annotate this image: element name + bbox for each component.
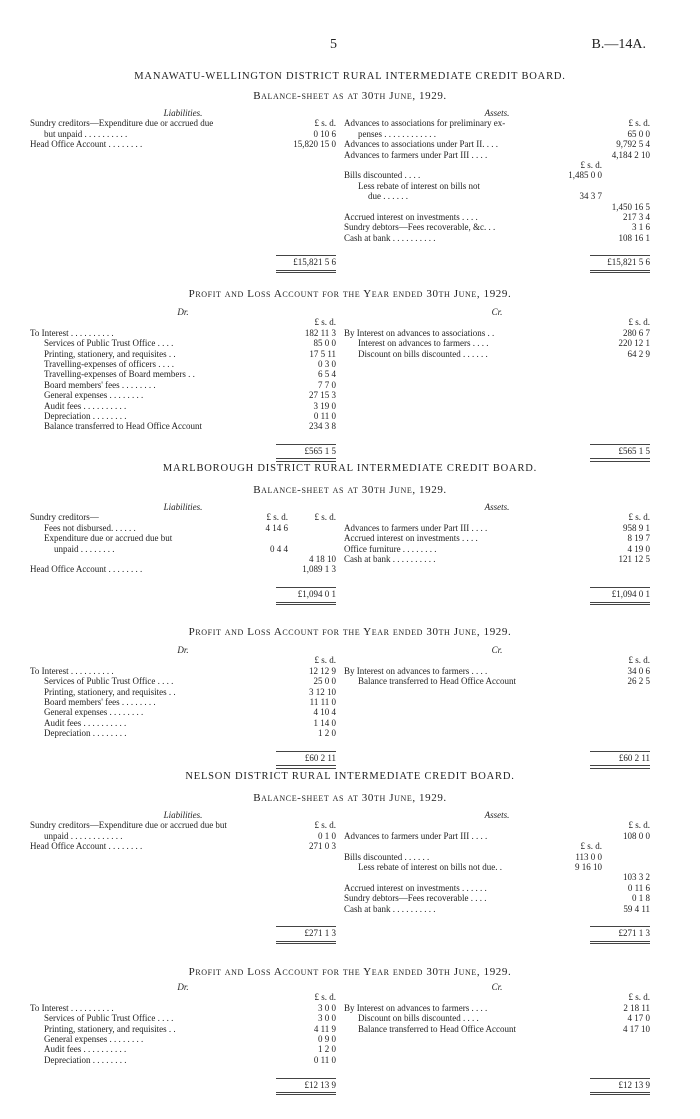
ledger-item-label: Discount on bills discounted . . . . . . [358,348,488,359]
ledger-row [344,992,650,1002]
ledger-item-label: Sundry debtors—Fees recoverable . . . . [344,893,487,904]
ledger-amount: £ s. d. [314,317,336,328]
ledger-amount: 182 11 3 [304,327,336,338]
ledger-subamount: £ s. d. [580,159,602,170]
assets-column [344,108,650,274]
ledger-amount: 4 11 9 [313,1023,336,1034]
ledger-row [30,328,336,338]
ledger-amount: 4,184 2 10 [611,149,650,160]
ledger-item-label: Cash at bank . . . . . . . . . . [344,903,436,914]
ledger-item-label: penses . . . . . . . . . . . . [358,128,436,139]
ledger-item-label: Balance transferred to Head Office Account [44,421,203,432]
profit-loss-title: Profit and Loss Account for the Year ended 30th June, 1929. [188,626,512,638]
total-double-rule [276,602,336,606]
ledger-row [344,831,650,841]
ledger-row [344,202,650,212]
total-rule [276,751,336,752]
ledger-total-row [344,928,650,938]
ledger-amount: 271 0 3 [309,841,336,852]
column-heading: Liabilities. [163,108,203,118]
ledger-item-label: Interest on advances to farmers . . . . [358,338,489,349]
profit-loss-title: Profit and Loss Account for the Year ended 30th June, 1929. [188,966,512,978]
ledger-total: £15,821 5 6 [293,257,336,268]
ledger-row [30,831,336,841]
ledger-total: £60 2 11 [304,752,336,763]
ledger-row [30,139,336,149]
ledger-row [344,181,650,191]
ledger-row [344,349,650,359]
ledger-item-label: Printing, stationery, and requisites . . [44,348,176,359]
ledger-item-label: General expenses . . . . . . . . [44,1033,144,1044]
ledger-item-label: Audit fees . . . . . . . . . . [44,400,127,411]
column-heading: Assets. [484,108,510,118]
ledger-item-label: Discount on bills discounted . . . . [358,1013,479,1024]
ledger-total-row [30,928,336,938]
ledger-row [30,118,336,128]
ledger-amount: 4 10 4 [313,707,336,718]
ledger-amount: 1 2 0 [318,1044,336,1055]
ledger-item-label: Services of Public Trust Office . . . . [44,338,174,349]
ledger-item-label: Sundry creditors— [30,512,99,523]
column-heading: Liabilities. [163,502,203,512]
ledger-item-label: Audit fees . . . . . . . . . . [44,1044,127,1055]
ledger-amount: 108 0 0 [623,830,650,841]
ledger-amount: £ s. d. [628,820,650,831]
ledger-row [344,170,650,180]
ledger-row [344,655,650,665]
ledger-item-label: Balance transferred to Head Office Account [358,676,517,687]
ledger-total: £1,094 0 1 [297,589,336,600]
ledger-total: £271 1 3 [304,928,336,939]
ledger-amount: 217 3 4 [623,211,650,222]
assets-column [344,810,650,945]
assets-column [344,502,650,606]
ledger-amount: 108 16 1 [618,232,650,243]
ledger-subamount: £ s. d. [266,512,288,523]
column-heading: Dr. [177,307,189,317]
page-number: 5 [330,37,337,52]
ledger-amount: 220 12 1 [618,338,650,349]
ledger-amount: £ s. d. [628,512,650,523]
ledger-total-row [30,257,336,267]
ledger-amount: £ s. d. [314,512,336,523]
ledger-subamount: 1,485 0 0 [568,170,602,181]
page-header [0,37,700,56]
ledger-row [344,893,650,903]
ledger-amount: 0 1 0 [318,830,336,841]
ledger-total-row [30,753,336,763]
ledger-item-label: but unpaid . . . . . . . . . . [44,128,128,139]
balance-sheet-title: Balance-sheet as at 30th June, 1929. [253,792,447,804]
ledger-row [344,676,650,686]
ledger-row [30,564,336,574]
ledger-item-label: Depreciation . . . . . . . . [44,728,127,739]
ledger-amount: 1,450 16 5 [611,201,650,212]
total-rule [590,751,650,752]
board-title: MARLBOROUGH DISTRICT RURAL INTERMEDIATE CREDIT BOARD. [162,463,538,474]
ledger-item-label: By Interest on advances to associations . . [344,327,495,338]
ledger-amount: 3 0 0 [318,1002,336,1013]
ledger-amount: 0 9 0 [318,1033,336,1044]
ledger-row [344,523,650,533]
ledger-row [30,380,336,390]
ledger-subamount: £ s. d. [580,841,602,852]
ledger-row [30,1024,336,1034]
ledger-item-label: Board members' fees . . . . . . . . [44,379,156,390]
ledger-subamount: 113 0 0 [575,851,602,862]
ledger-item-label: Printing, stationery, and requisites . . [44,686,176,697]
ledger-amount: 234 3 8 [309,421,336,432]
ledger-item-label: To Interest . . . . . . . . . . [30,327,114,338]
liabilities-column [30,502,336,606]
ledger-row [30,1055,336,1065]
ledger-row [344,118,650,128]
ledger-amount: £ s. d. [314,992,336,1003]
ledger-row [30,523,336,533]
credit-column [344,982,650,1096]
ledger-item-label: Office furniture . . . . . . . . [344,543,437,554]
ledger-row [344,328,650,338]
column-heading: Cr. [491,307,503,317]
ledger-row [30,1003,336,1013]
ledger-amount: £ s. d. [314,655,336,666]
ledger-amount: 0 11 0 [313,1054,336,1065]
ledger-row [344,139,650,149]
ledger-total: £565 1 5 [618,446,650,457]
total-rule [276,1078,336,1079]
ledger-amount: 12 12 9 [309,665,336,676]
ledger-row [30,1013,336,1023]
ledger-amount: 0 1 8 [632,893,650,904]
ledger-amount: 0 11 0 [313,410,336,421]
board-title: NELSON DISTRICT RURAL INTERMEDIATE CREDIT BOARD. [185,771,515,782]
ledger-row [344,533,650,543]
ledger-item-label: Less rebate of interest on bills not [358,180,480,191]
ledger-amount: £ s. d. [314,820,336,831]
ledger-item-label: By Interest on advances to farmers . . . . [344,665,488,676]
total-double-rule [590,602,650,606]
ledger-row [30,544,336,554]
ledger-amount: 3 0 0 [318,1013,336,1024]
liabilities-column [30,108,336,274]
ledger-amount: 3 19 0 [313,400,336,411]
ledger-subamount: 34 3 7 [579,191,602,202]
ledger-amount: £ s. d. [628,992,650,1003]
ledger-row [344,222,650,232]
debit-column [30,982,336,1096]
ledger-row [30,687,336,697]
ledger-item-label: Fees not disbursed. . . . . . [44,522,136,533]
ledger-amount: 6 5 4 [318,369,336,380]
ledger-amount: 280 6 7 [623,327,650,338]
board-title: MANAWATU-WELLINGTON DISTRICT RURAL INTERMEDIATE CREDIT BOARD. [134,71,566,82]
ledger-total: £565 1 5 [304,446,336,457]
ledger-row [30,129,336,139]
ledger-amount: 8 19 7 [627,533,650,544]
ledger-row [344,338,650,348]
ledger-row [344,212,650,222]
ledger-amount: 11 11 0 [309,696,336,707]
ledger-item-label: Advances to associations under Part II. . . . [344,139,498,150]
ledger-row [30,992,336,1002]
ledger-row [344,160,650,170]
ledger-item-label: Bills discounted . . . . . . [344,851,430,862]
ledger-amount: 4 19 0 [627,543,650,554]
ledger-item-label: Bills discounted . . . . [344,170,421,181]
ledger-amount: 121 12 5 [618,553,650,564]
ledger-item-label: Depreciation . . . . . . . . [44,410,127,421]
total-rule [590,444,650,445]
ledger-total-row [30,1080,336,1090]
ledger-item-label: unpaid . . . . . . . . . . . . [44,830,123,841]
ledger-item-label: Head Office Account . . . . . . . . [30,841,143,852]
ledger-row [30,359,336,369]
ledger-item-label: Head Office Account . . . . . . . . [30,564,143,575]
ledger-row [344,883,650,893]
ledger-total-row [344,589,650,599]
ledger-item-label: Head Office Account . . . . . . . . [30,139,143,150]
ledger-item-label: General expenses . . . . . . . . [44,707,144,718]
ledger-total-row [30,446,336,456]
ledger-item-label: Sundry debtors—Fees recoverable, &c. . . [344,222,496,233]
ledger-amount: 25 0 0 [313,676,336,687]
ledger-amount: £ s. d. [628,118,650,129]
ledger-amount: 958 9 1 [623,522,650,533]
ledger-item-label: To Interest . . . . . . . . . . [30,665,114,676]
ledger-row [30,728,336,738]
balance-sheet-title: Balance-sheet as at 30th June, 1929. [253,90,447,102]
credit-column [344,645,650,769]
ledger-total-row [344,257,650,267]
ledger-row [344,317,650,327]
total-rule [276,444,336,445]
total-double-rule [590,1092,650,1096]
ledger-row [30,533,336,543]
ledger-item-label: Depreciation . . . . . . . . [44,1054,127,1065]
ledger-item-label: Sundry creditors—Expenditure due or accrued due [30,118,214,129]
ledger-subamount: 4 14 6 [265,522,288,533]
ledger-row [30,554,336,564]
ledger-total-row [344,753,650,763]
total-rule [590,255,650,256]
ledger-item-label: Travelling-expenses of Board members . . [44,369,195,380]
ledger-amount: 4 17 10 [623,1023,650,1034]
column-heading: Cr. [491,645,503,655]
ledger-item-label: due . . . . . . [368,191,408,202]
ledger-row [344,872,650,882]
ledger-item-label: To Interest . . . . . . . . . . [30,1002,114,1013]
ledger-amount: 15,820 15 0 [293,139,336,150]
ledger-row [30,718,336,728]
total-double-rule [276,1092,336,1096]
ledger-row [30,655,336,665]
total-double-rule [590,765,650,769]
ledger-row [30,707,336,717]
total-rule [276,587,336,588]
ledger-item-label: unpaid . . . . . . . . [54,543,115,554]
ledger-item-label: Advances to farmers under Part III . . . . [344,149,488,160]
ledger-item-label: By Interest on advances to farmers . . . . [344,1002,488,1013]
ledger-row [30,390,336,400]
column-heading: Dr. [177,645,189,655]
column-heading: Cr. [491,982,503,992]
ledger-row [344,150,650,160]
ledger-item-label: Sundry creditors—Expenditure due or accrued due but [30,820,227,831]
ledger-item-label: Less rebate of interest on bills not due. . [358,861,502,872]
ledger-amount: 34 0 6 [627,665,650,676]
ledger-amount: 1 2 0 [318,728,336,739]
ledger-row [30,369,336,379]
ledger-row [30,421,336,431]
ledger-amount: £ s. d. [314,118,336,129]
ledger-item-label: Accrued interest on investments . . . . [344,211,478,222]
ledger-item-label: Balance transferred to Head Office Account [358,1023,517,1034]
ledger-item-label: Advances to farmers under Part III . . . . [344,830,488,841]
total-rule [590,926,650,927]
ledger-row [30,338,336,348]
ledger-row [344,852,650,862]
ledger-amount: 7 7 0 [318,379,336,390]
ledger-row [30,1044,336,1054]
column-heading: Assets. [484,810,510,820]
ledger-row [30,317,336,327]
ledger-amount: £ s. d. [628,317,650,328]
ledger-amount: 3 1 6 [632,222,650,233]
ledger-row [344,1013,650,1023]
ledger-row [30,676,336,686]
ledger-total: £271 1 3 [618,928,650,939]
column-heading: Dr. [177,982,189,992]
balance-sheet-title: Balance-sheet as at 30th June, 1929. [253,484,447,496]
ledger-row [344,191,650,201]
ledger-row [344,1024,650,1034]
ledger-row [30,820,336,830]
column-heading: Liabilities. [163,810,203,820]
ledger-amount: 27 15 3 [309,390,336,401]
ledger-amount: 85 0 0 [313,338,336,349]
ledger-amount: 64 2 9 [627,348,650,359]
ledger-row [30,512,336,522]
ledger-amount: 1 14 0 [313,717,336,728]
ledger-total: £60 2 11 [618,752,650,763]
ledger-total-row [30,589,336,599]
ledger-item-label: Services of Public Trust Office . . . . [44,676,174,687]
ledger-item-label: General expenses . . . . . . . . [44,390,144,401]
ledger-amount: 0 11 6 [627,882,650,893]
ledger-row [30,349,336,359]
ledger-item-label: Advances to farmers under Part III . . . . [344,522,488,533]
total-double-rule [276,270,336,274]
ledger-amount: 4 18 10 [309,553,336,564]
ledger-row [344,862,650,872]
ledger-row [344,904,650,914]
ledger-item-label: Accrued interest on investments . . . . [344,533,478,544]
ledger-item-label: Cash at bank . . . . . . . . . . [344,232,436,243]
ledger-row [30,401,336,411]
ledger-item-label: Accrued interest on investments . . . . . . [344,882,487,893]
ledger-total-row [344,446,650,456]
ledger-item-label: Audit fees . . . . . . . . . . [44,717,127,728]
ledger-item-label: Cash at bank . . . . . . . . . . [344,553,436,564]
ledger-row [344,233,650,243]
total-rule [276,926,336,927]
debit-column [30,645,336,769]
ledger-row [30,411,336,421]
ledger-amount: 9,792 5 4 [616,139,650,150]
ledger-amount: 4 17 0 [627,1013,650,1024]
ledger-row [344,129,650,139]
ledger-amount: 17 5 11 [309,348,336,359]
ledger-item-label: Services of Public Trust Office . . . . [44,1013,174,1024]
ledger-item-label: Board members' fees . . . . . . . . [44,696,156,707]
ledger-row [344,666,650,676]
ledger-row [30,841,336,851]
total-double-rule [590,941,650,945]
liabilities-column [30,810,336,945]
ledger-item-label: Travelling-expenses of officers . . . . [44,358,174,369]
ledger-amount: 65 0 0 [627,128,650,139]
column-heading: Assets. [484,502,510,512]
ledger-amount: 59 4 11 [623,903,650,914]
ledger-amount: £ s. d. [628,655,650,666]
ledger-item-label: Expenditure due or accrued due but [44,533,173,544]
ledger-row [344,512,650,522]
ledger-row [30,697,336,707]
profit-loss-title: Profit and Loss Account for the Year ended 30th June, 1929. [188,288,512,300]
ledger-subamount: 9 16 10 [575,861,602,872]
total-double-rule [276,765,336,769]
ledger-row [344,1003,650,1013]
ledger-amount: 0 3 0 [318,358,336,369]
document-code: B.—14A. [591,37,646,52]
ledger-row [344,544,650,554]
ledger-total: £12 13 9 [304,1079,336,1090]
total-double-rule [590,270,650,274]
ledger-item-label: Advances to associations for preliminary ex- [344,118,506,129]
ledger-row [344,820,650,830]
total-rule [276,255,336,256]
ledger-total: £12 13 9 [618,1079,650,1090]
ledger-amount: 26 2 5 [627,676,650,687]
ledger-row [344,841,650,851]
ledger-row [30,1034,336,1044]
ledger-total: £1,094 0 1 [611,589,650,600]
ledger-amount: 103 3 2 [623,872,650,883]
ledger-row [30,666,336,676]
ledger-amount: 2 18 11 [623,1002,650,1013]
ledger-total-row [344,1080,650,1090]
ledger-item-label: Printing, stationery, and requisites . . [44,1023,176,1034]
total-rule [590,1078,650,1079]
ledger-row [344,554,650,564]
debit-column [30,307,336,462]
total-double-rule [276,941,336,945]
ledger-amount: 3 12 10 [309,686,336,697]
ledger-amount: 0 10 6 [313,128,336,139]
credit-column [344,307,650,462]
ledger-amount: 1,089 1 3 [302,564,336,575]
ledger-subamount: 0 4 4 [270,543,288,554]
ledger-total: £15,821 5 6 [607,257,650,268]
total-rule [590,587,650,588]
